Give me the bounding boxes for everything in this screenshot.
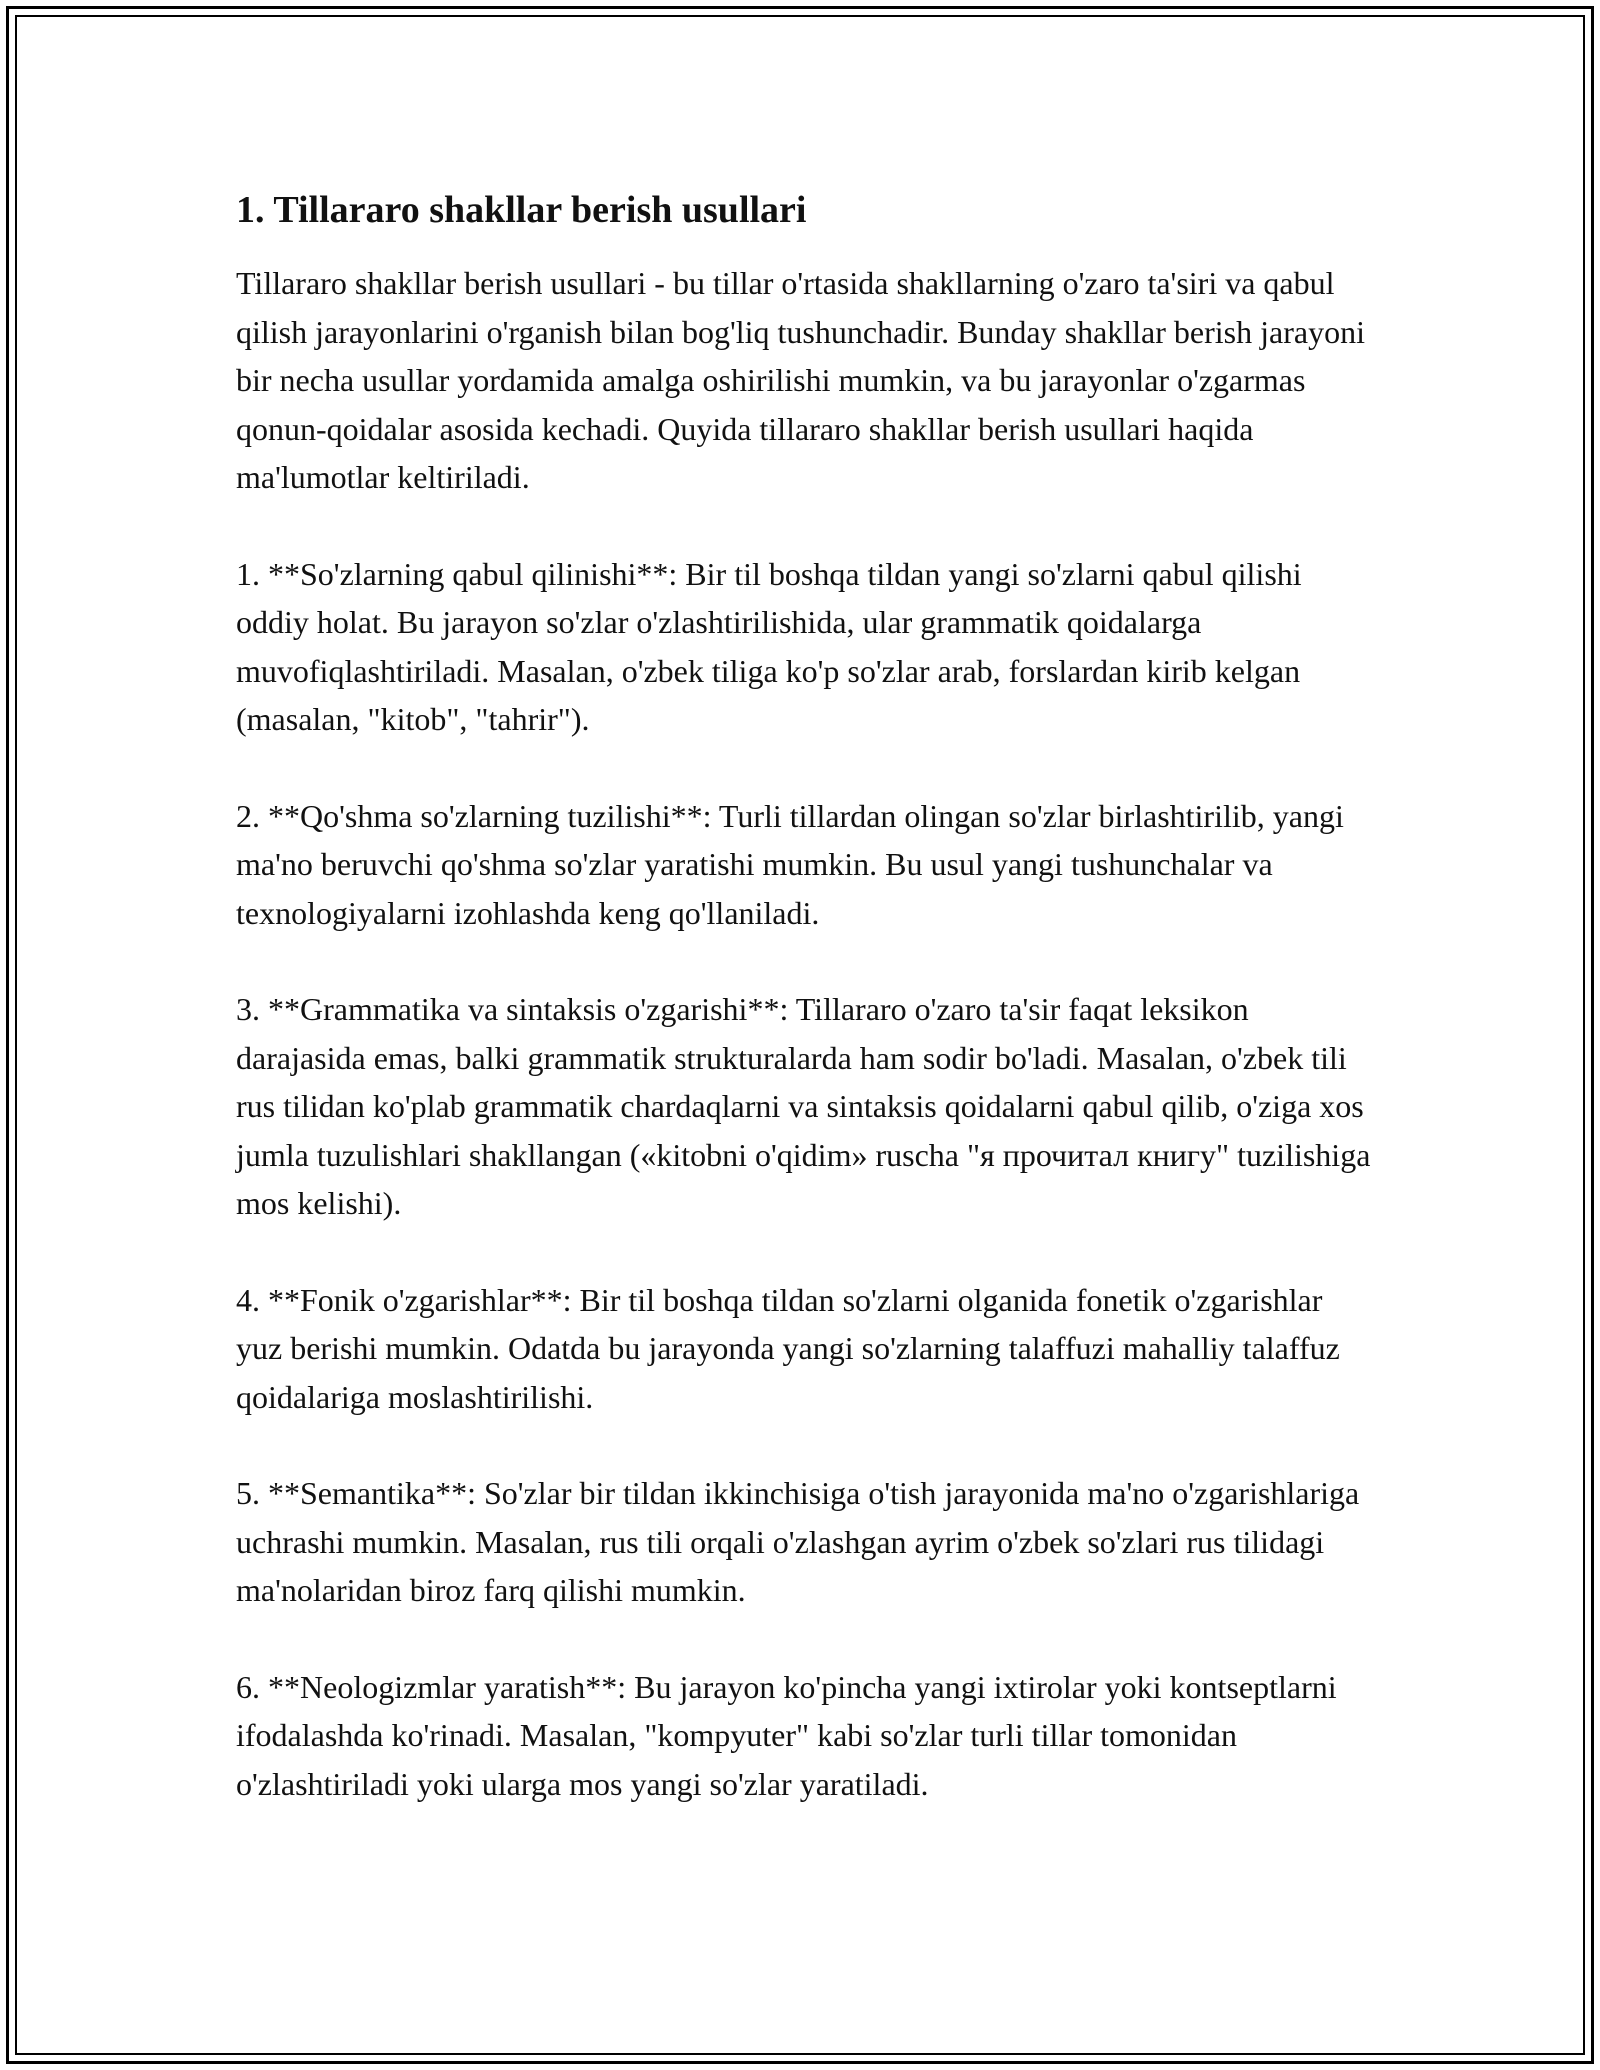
document-body: [236, 186, 1376, 1856]
list-item-6-paragraph: 6. **Neologizmlar yaratish**: Bu jarayon ko'pincha yangi ixtirolar yoki kontseptlarni ifodalashda ko'rinadi. Masalan, "kompyuter" kabi so'zlar turli tillar tomonidan o'zlashtiriladi yoki ularga mos yangi so'zlar yaratiladi.: [236, 1668, 1337, 1802]
list-item-1-paragraph: 1. **So'zlarning qabul qilinishi**: Bir til boshqa tildan yangi so'zlarni qabul qilishi oddiy holat. Bu jarayon so'zlar o'zlashtirilishida, ular grammatik qoidalarga muvofiqlashtiriladi. Masalan, o'zbek tiliga ko'p so'zlar arab, forslardan kirib kelgan (masalan, "kitob", "tahrir").: [236, 555, 1302, 738]
list-item-3-paragraph: 3. **Grammatika va sintaksis o'zgarishi**: Tillararo o'zaro ta'sir faqat leksikon darajasida emas, balki grammatik strukturalarda ham sodir bo'ladi. Masalan, o'zbek tili rus tilidan ko'plab grammatik chardaqlarni va sintaksis qoidalarni qabul qilib, o'ziga xos jumla tuzulishlari shakllangan («kitobni o'qidim» ruscha "я прочитал книгу" tuzilishiga mos kelishi).: [236, 991, 1371, 1222]
list-item-4-paragraph: 4. **Fonik o'zgarishlar**: Bir til boshqa tildan so'zlarni olganida fonetik o'zgarishlar yuz berishi mumkin. Odatda bu jarayonda yangi so'zlarning talaffuzi mahalliy talaffuz qoidalariga moslashtirilishi.: [236, 1281, 1340, 1415]
list-item-2-paragraph: 2. **Qo'shma so'zlarning tuzilishi**: Turli tillardan olingan so'zlar birlashtirilib, yangi ma'no beruvchi qo'shma so'zlar yaratishi mumkin. Bu usul yangi tushunchalar va texnologiyalarni izohlashda keng qo'llaniladi.: [236, 797, 1344, 931]
intro-paragraph: Tillararo shakllar berish usullari - bu tillar o'rtasida shakllarning o'zaro ta'siri va qabul qilish jarayonlarini o'rganish bilan bog'liq tushunchadir. Bunday shakllar berish jarayoni bir necha usullar yordamida amalga oshirilishi mumkin, va bu jarayonlar o'zgarmas qonun-qoidalar asosida kechadi. Quyida tillararo shakllar berish usullari haqida ma'lumotlar keltiriladi.: [236, 265, 1365, 496]
list-item-5-paragraph: 5. **Semantika**: So'zlar bir tildan ikkinchisiga o'tish jarayonida ma'no o'zgarishlariga uchrashi mumkin. Masalan, rus tili orqali o'zlashgan ayrim o'zbek so'zlari rus tilidagi ma'nolaridan biroz farq qilishi mumkin.: [236, 1475, 1360, 1609]
page-title: 1. Tillararo shakllar berish usullari: [236, 189, 807, 231]
